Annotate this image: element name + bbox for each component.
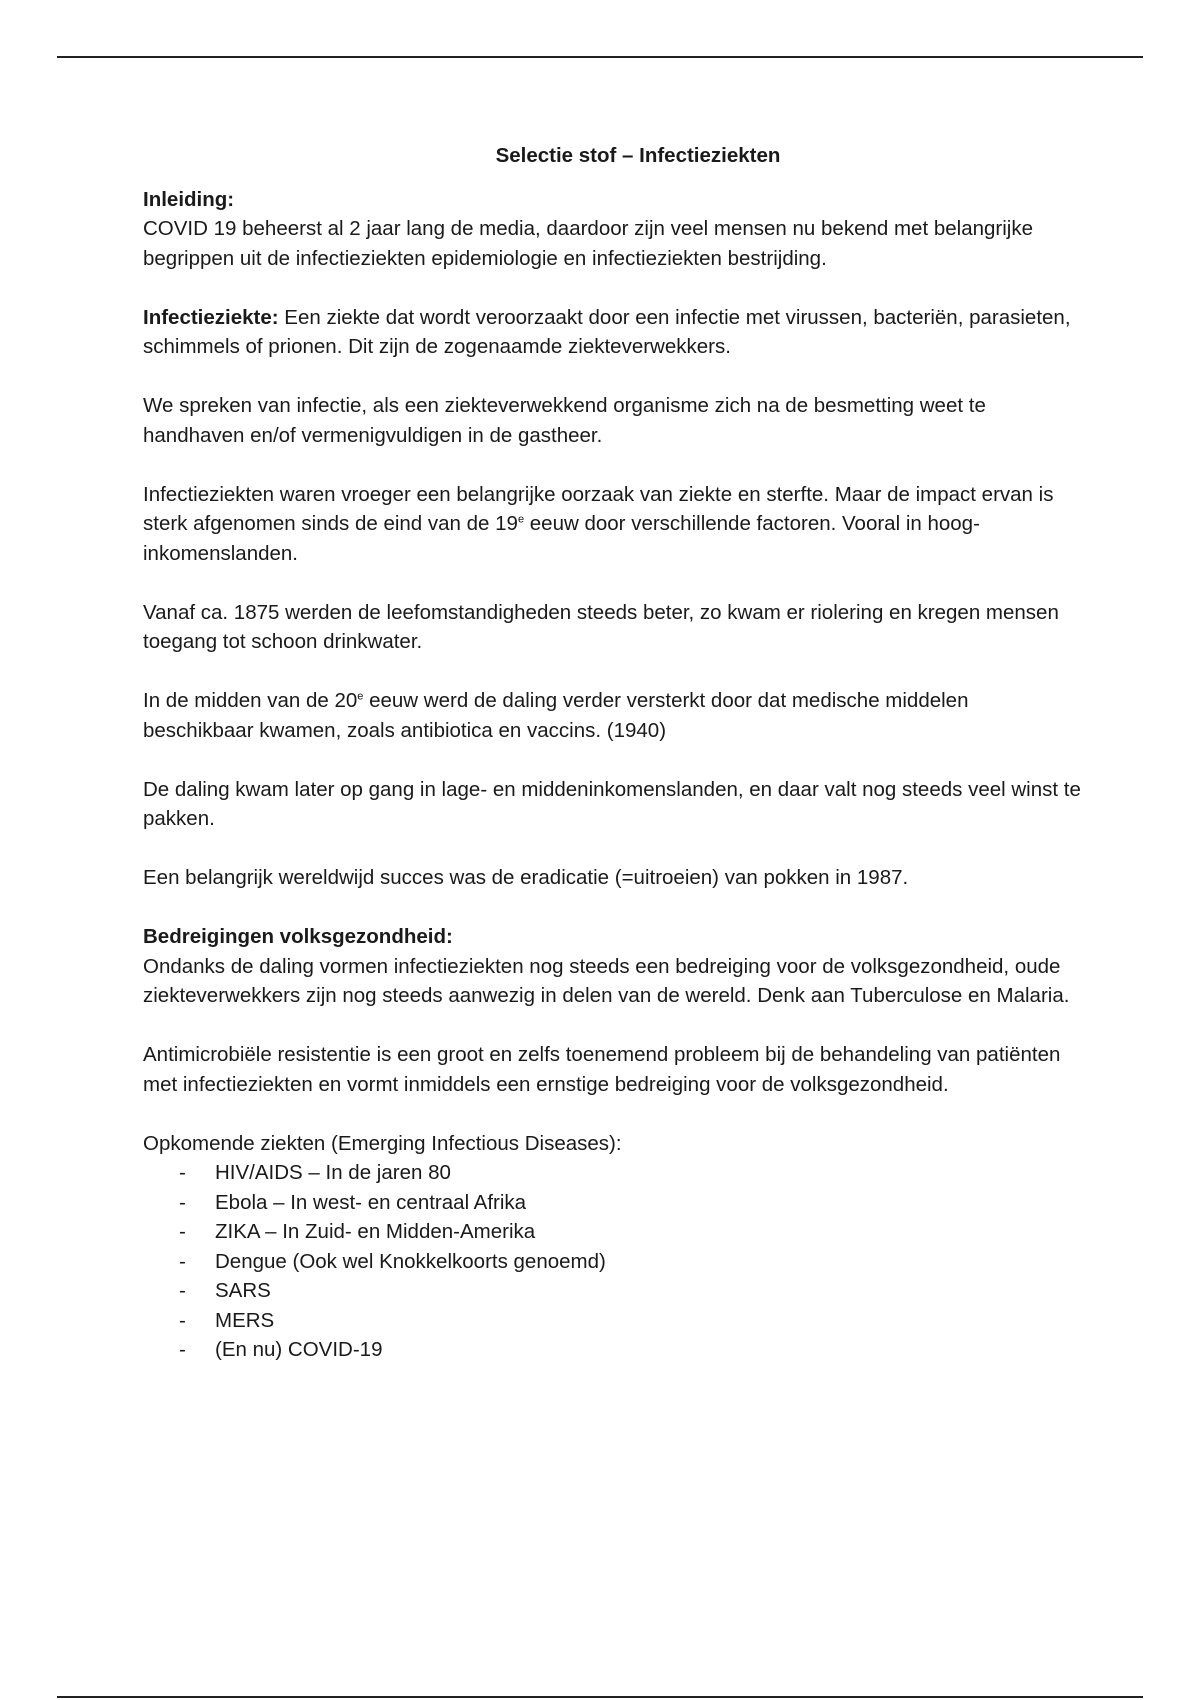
list-item xyxy=(143,1276,1083,1306)
dash-bullet: - xyxy=(179,1161,186,1184)
list-item-text: ZIKA – In Zuid- en Midden-Amerika xyxy=(215,1220,536,1243)
intro-heading: Inleiding: xyxy=(143,187,235,211)
list-item xyxy=(143,1158,1083,1188)
dash-bullet: - xyxy=(179,1190,186,1214)
list-item xyxy=(143,1335,1083,1365)
living-conditions-paragraph: Vanaf ca. 1875 werden de leefomstandigheden steeds beter, zo kwam er riolering en kregen mensen toegang tot schoon drinkwater. xyxy=(143,600,1059,653)
definition-text: Een ziekte dat wordt veroorzaakt door een infectie met virussen, bacteriën, parasieten, schimmels of prionen. Dit zijn de zogenaamde ziekteverwekkers. xyxy=(143,305,1071,358)
dash-bullet: - xyxy=(179,1338,186,1361)
definition-term: Infectieziekte: xyxy=(143,305,279,329)
threats-paragraph: Ondanks de daling vormen infectieziekten nog steeds een bedreiging voor de volksgezondheid, oude ziekteverwekkers zijn nog steeds aanwezig in delen van de wereld. Denk aan Tuberculose en Malaria. xyxy=(143,954,1070,1007)
twentieth-century-paragraph xyxy=(143,686,1083,745)
header-rule xyxy=(57,56,1143,58)
list-item xyxy=(143,1188,1083,1218)
list-item-text: SARS xyxy=(215,1279,271,1302)
list-item xyxy=(143,1306,1083,1336)
low-income-paragraph: De daling kwam later op gang in lage- en middeninkomenslanden, en daar valt nog steeds veel winst te pakken. xyxy=(143,777,1081,830)
infection-paragraph: We spreken van infectie, als een ziekteverwekkend organisme zich na de besmetting weet te handhaven en/of vermenigvuldigen in de gastheer. xyxy=(143,394,986,447)
dash-bullet: - xyxy=(179,1308,186,1332)
history-superscript: e xyxy=(517,513,525,526)
dash-bullet: - xyxy=(179,1279,186,1302)
intro-paragraph: COVID 19 beheerst al 2 jaar lang de media, daardoor zijn veel mensen nu bekend met belangrijke begrippen uit de infectieziekten epidemiologie en infectieziekten bestrijding. xyxy=(143,217,1033,270)
twentieth-text-after: eeuw werd de daling verder versterkt door dat medische middelen beschikbaar kwamen, zoals antibiotica en vaccins. (1940) xyxy=(143,689,969,742)
history-text-after: eeuw door verschillende factoren. Vooral in hoog-inkomenslanden. xyxy=(143,512,980,565)
list-item-text: HIV/AIDS – In de jaren 80 xyxy=(215,1161,451,1184)
list-item-text: Dengue (Ook wel Knokkelkoorts genoemd) xyxy=(215,1249,606,1273)
emerging-intro: Opkomende ziekten (Emerging Infectious Diseases): xyxy=(143,1131,622,1155)
document-title: Selectie stof – Infectieziekten xyxy=(495,144,781,167)
twentieth-superscript: e xyxy=(357,690,364,703)
amr-paragraph: Antimicrobiële resistentie is een groot en zelfs toenemend probleem bij de behandeling van patiënten met infectieziekten en vormt inmiddels een ernstige bedreiging voor de volksgezondheid. xyxy=(143,1043,1061,1096)
definition-paragraph xyxy=(143,303,1083,362)
smallpox-paragraph: Een belangrijk wereldwijd succes was de eradicatie (=uitroeien) van pokken in 1987. xyxy=(143,866,909,889)
list-item xyxy=(143,1247,1083,1277)
list-item-text: Ebola – In west- en centraal Afrika xyxy=(215,1190,527,1214)
dash-bullet: - xyxy=(179,1249,186,1273)
emerging-diseases-list xyxy=(143,1158,1083,1365)
dash-bullet: - xyxy=(179,1220,186,1243)
list-item xyxy=(143,1217,1083,1247)
list-item-text: MERS xyxy=(215,1308,275,1332)
history-text-before: Infectieziekten waren vroeger een belangrijke oorzaak van ziekte en sterfte. Maar de impact ervan is sterk afgenomen sinds de eind van de 19 xyxy=(143,482,1054,535)
list-item-text: (En nu) COVID-19 xyxy=(215,1338,383,1361)
history-paragraph xyxy=(143,480,1083,569)
footer-rule xyxy=(57,1696,1143,1698)
document-body xyxy=(143,141,1083,1365)
twentieth-text-before: In de midden van de 20 xyxy=(143,689,358,712)
threats-heading: Bedreigingen volksgezondheid: xyxy=(143,925,453,948)
